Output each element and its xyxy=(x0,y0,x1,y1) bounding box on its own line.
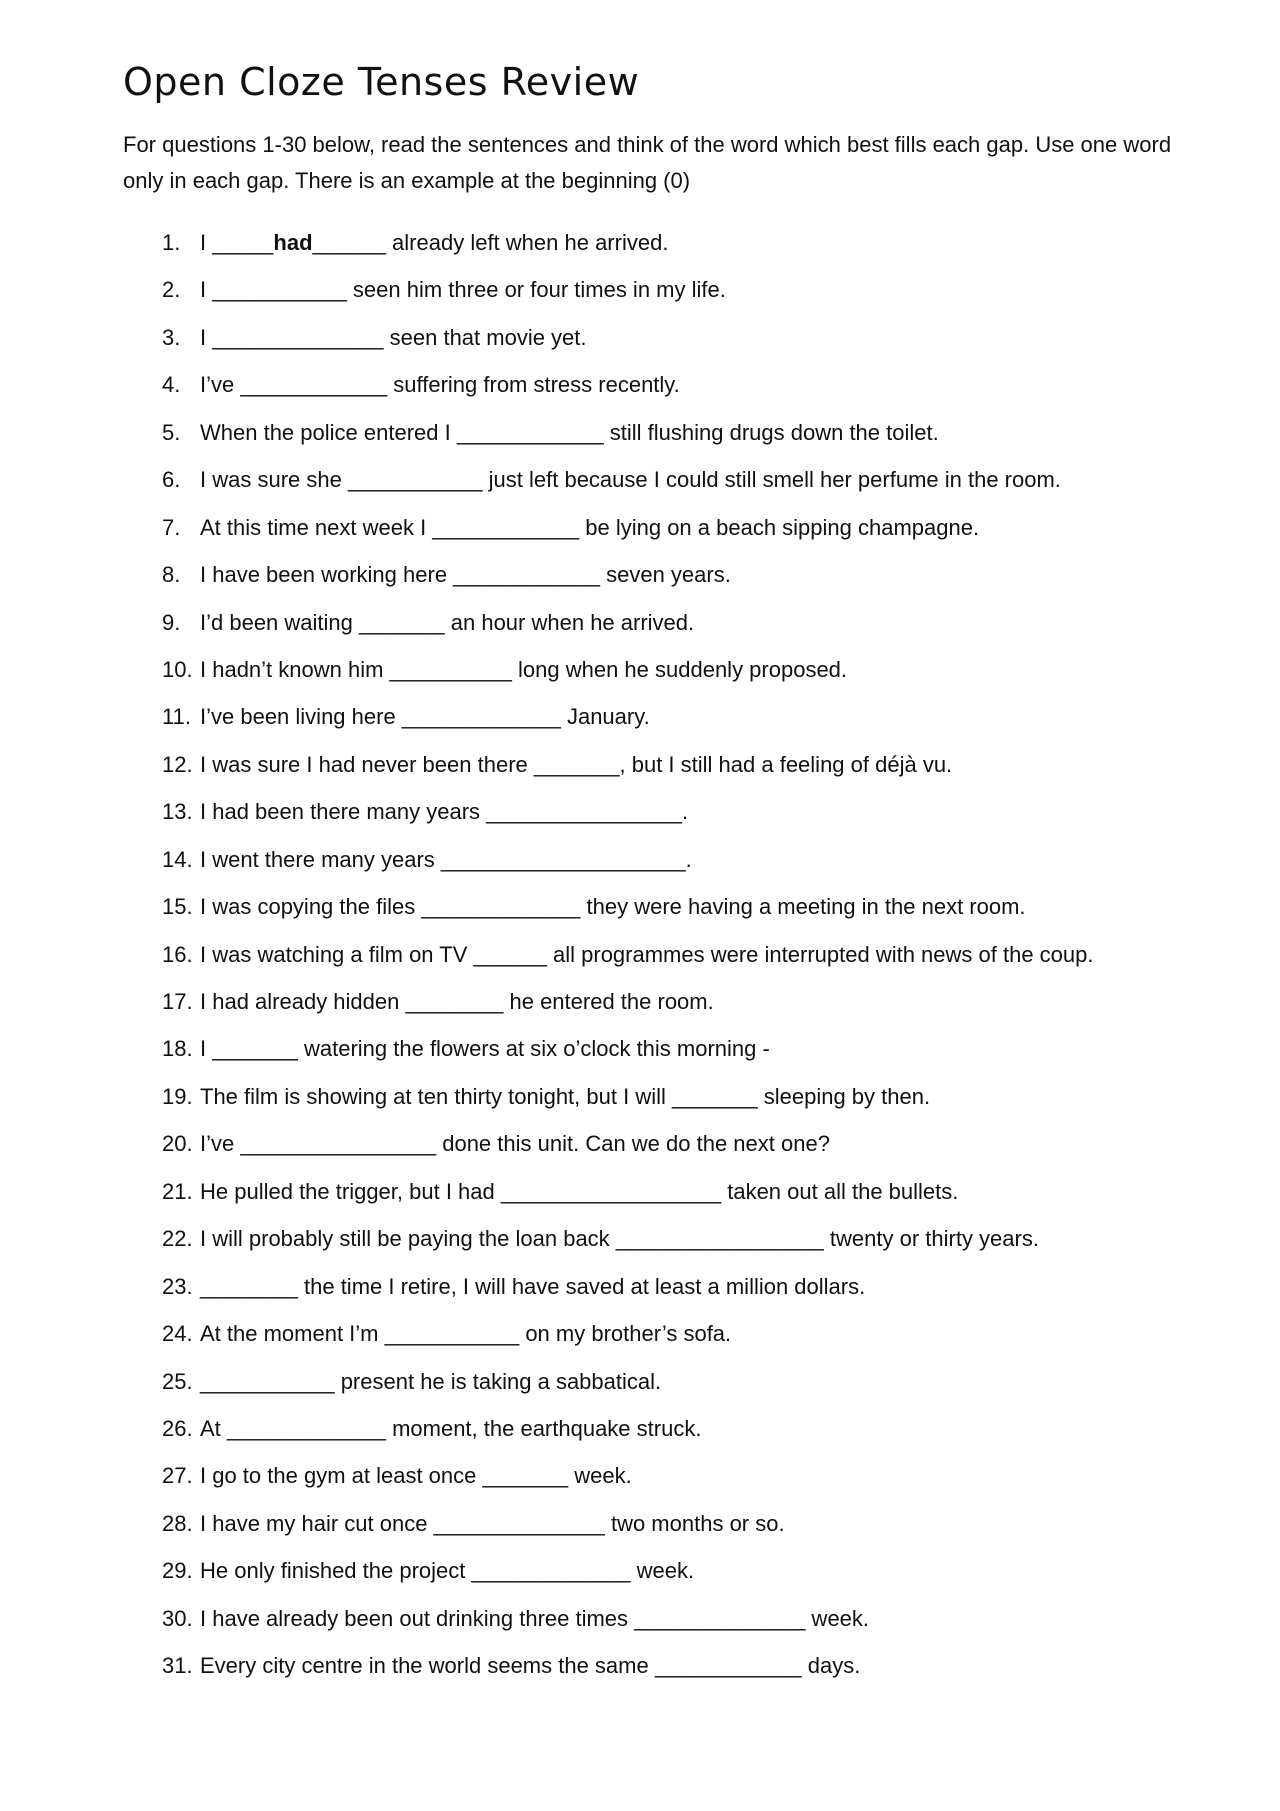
question-number: 13. xyxy=(162,799,193,825)
question-text: I _______ watering the flowers at six o’clock this morning - xyxy=(200,1036,770,1062)
question-number: 5. xyxy=(162,419,181,445)
question-number: 23. xyxy=(162,1273,193,1299)
question-text: I had been there many years ________________. xyxy=(200,799,689,825)
question-text: I have been working here ____________ seven years. xyxy=(200,562,731,588)
question-text: I was sure she ___________ just left because I could still smell her perfume in the room. xyxy=(200,467,1061,493)
question-number: 9. xyxy=(162,609,181,635)
question-list xyxy=(123,219,1203,1690)
question-item xyxy=(123,1073,1203,1120)
page-title: Open Cloze Tenses Review xyxy=(123,60,640,104)
question-text: I will probably still be paying the loan back _________________ twenty or thirty years. xyxy=(200,1226,1039,1252)
question-text: At _____________ moment, the earthquake struck. xyxy=(200,1415,702,1441)
question-text: When the police entered I ____________ still flushing drugs down the toilet. xyxy=(200,419,939,445)
question-item xyxy=(123,456,1203,503)
question-item xyxy=(123,883,1203,930)
question-text: I ___________ seen him three or four times in my life. xyxy=(200,277,726,303)
question-item xyxy=(123,1642,1203,1689)
example-answer: had xyxy=(273,230,313,255)
question-number: 18. xyxy=(162,1036,193,1062)
question-text: I went there many years ____________________. xyxy=(200,846,692,872)
question-text: I’d been waiting _______ an hour when he arrived. xyxy=(200,609,695,635)
question-item xyxy=(123,1595,1203,1642)
example-question xyxy=(123,219,1203,266)
question-item xyxy=(123,741,1203,788)
question-item xyxy=(123,551,1203,598)
question-text: I was watching a film on TV ______ all programmes were interrupted with news of the coup. xyxy=(200,941,1094,967)
example-before: I _____ xyxy=(200,230,274,255)
question-number: 12. xyxy=(162,751,193,777)
question-text: At the moment I’m ___________ on my brother’s sofa. xyxy=(200,1321,732,1347)
question-item xyxy=(123,788,1203,835)
question-item xyxy=(123,409,1203,456)
question-item xyxy=(123,693,1203,740)
question-text: I go to the gym at least once _______ week. xyxy=(200,1463,632,1489)
question-number: 11. xyxy=(162,704,191,730)
question-text: I was copying the files _____________ they were having a meeting in the next room. xyxy=(200,894,1026,920)
question-number: 22. xyxy=(162,1226,193,1252)
question-number: 17. xyxy=(162,989,193,1014)
question-number: 2. xyxy=(162,277,181,303)
question-text: ___________ present he is taking a sabbatical. xyxy=(200,1368,662,1394)
question-item xyxy=(123,1547,1203,1594)
question-text: Every city centre in the world seems the same ____________ days. xyxy=(200,1653,861,1679)
question-item xyxy=(123,1500,1203,1547)
question-text: At this time next week I ____________ be lying on a beach sipping champagne. xyxy=(200,514,980,540)
question-item xyxy=(123,1263,1203,1310)
question-item xyxy=(123,1025,1203,1072)
question-item xyxy=(123,504,1203,551)
question-number: 20. xyxy=(162,1131,193,1157)
question-number: 1. xyxy=(162,230,181,255)
question-number: 28. xyxy=(162,1510,193,1536)
question-number: 6. xyxy=(162,467,181,493)
question-number: 8. xyxy=(162,562,181,588)
question-number: 4. xyxy=(162,372,181,398)
question-number: 27. xyxy=(162,1463,193,1489)
example-after: ______ already left when he arrived. xyxy=(312,230,669,255)
question-text: I’ve been living here _____________ January. xyxy=(200,704,650,730)
question-text: The film is showing at ten thirty tonight, but I will _______ sleeping by then. xyxy=(200,1083,931,1109)
question-text: ________ the time I retire, I will have saved at least a million dollars. xyxy=(200,1273,866,1299)
worksheet-page xyxy=(123,55,1203,1690)
question-text: I had already hidden ________ he entered the room. xyxy=(200,989,714,1014)
question-item xyxy=(123,931,1203,978)
question-item xyxy=(123,836,1203,883)
question-number: 10. xyxy=(162,656,193,682)
question-number: 25. xyxy=(162,1368,193,1394)
question-text: I ______________ seen that movie yet. xyxy=(200,324,587,350)
question-number: 29. xyxy=(162,1558,193,1584)
question-item xyxy=(123,314,1203,361)
question-number: 7. xyxy=(162,514,181,540)
question-text: I’ve ____________ suffering from stress recently. xyxy=(200,372,680,398)
question-item xyxy=(123,1405,1203,1452)
question-number: 3. xyxy=(162,324,181,350)
question-text: He only finished the project _____________ week. xyxy=(200,1558,695,1584)
question-item xyxy=(123,1452,1203,1499)
question-item xyxy=(123,1168,1203,1215)
question-item xyxy=(123,646,1203,693)
question-number: 16. xyxy=(162,941,193,967)
question-number: 26. xyxy=(162,1415,193,1441)
question-item xyxy=(123,599,1203,646)
question-number: 15. xyxy=(162,894,193,920)
question-number: 24. xyxy=(162,1321,193,1347)
question-number: 21. xyxy=(162,1178,193,1204)
question-number: 31. xyxy=(162,1653,193,1679)
question-item xyxy=(123,1358,1203,1405)
question-number: 19. xyxy=(162,1083,193,1109)
question-text: I’ve ________________ done this unit. Can we do the next one? xyxy=(200,1131,830,1157)
question-text: I have already been out drinking three times ______________ week. xyxy=(200,1605,870,1631)
question-item xyxy=(123,1215,1203,1262)
question-item xyxy=(123,1120,1203,1167)
question-number: 14. xyxy=(162,846,193,872)
question-item xyxy=(123,266,1203,313)
question-text: He pulled the trigger, but I had __________________ taken out all the bullets. xyxy=(200,1178,959,1204)
question-number: 30. xyxy=(162,1605,193,1631)
question-item xyxy=(123,1310,1203,1357)
question-item xyxy=(123,361,1203,408)
instructions: For questions 1-30 below, read the sentences and think of the word which best fills each gap. Use one word only in each gap. There is an example at the beginning (0) xyxy=(123,132,1172,193)
question-item xyxy=(123,978,1203,1025)
question-text: I hadn’t known him __________ long when he suddenly proposed. xyxy=(200,656,848,682)
question-text: I have my hair cut once ______________ two months or so. xyxy=(200,1510,785,1536)
question-text: I was sure I had never been there _______, but I still had a feeling of déjà vu. xyxy=(200,751,953,777)
